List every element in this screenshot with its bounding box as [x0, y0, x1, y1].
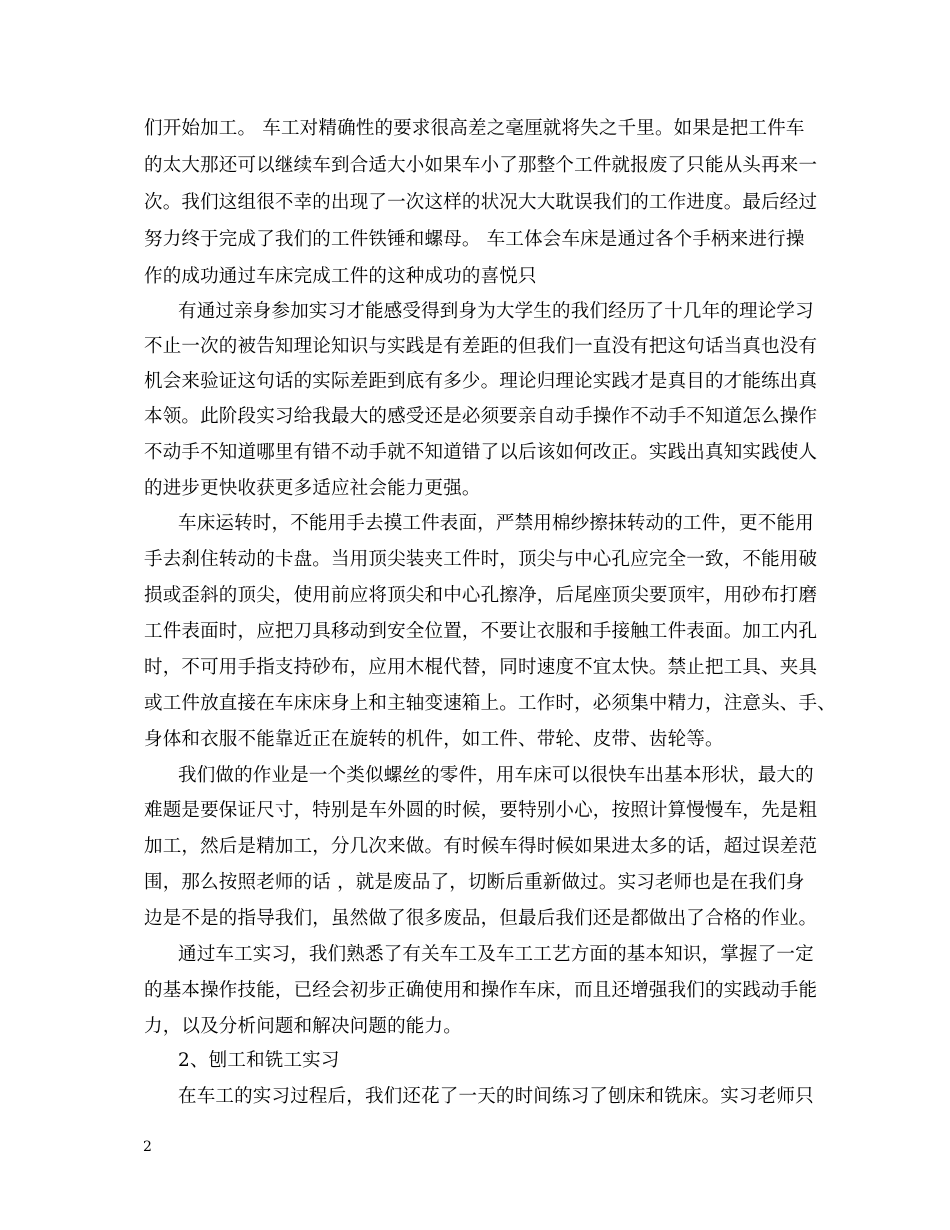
- text-line: 通过车工实习，我们熟悉了有关车工及车工工艺方面的基本知识，掌握了一定: [178, 944, 814, 965]
- text-line: 机会来验证这句话的实际差距到底有多少。理论归理论实践才是真目的才能练出真: [144, 371, 818, 392]
- text-line: 工件表面时，应把刀具移动到安全位置，不要让衣服和手接触工件表面。加工内孔: [144, 621, 818, 642]
- text-line: 的基本操作技能，已经会初步正确使用和操作车床，而且还增强我们的实践动手能: [144, 980, 818, 1001]
- text-line: 力，以及分析问题和解决问题的能力。: [144, 1016, 462, 1037]
- text-line: 的太大那还可以继续车到合适大小如果车小了那整个工件就报废了只能从头再来一: [144, 155, 818, 176]
- text-line: 作的成功通过车床完成工件的这种成功的喜悦只: [144, 266, 537, 287]
- text-line: 的进步更快收获更多适应社会能力更强。: [144, 478, 481, 499]
- text-line: 有通过亲身参加实习才能感受得到身为大学生的我们经历了十几年的理论学习: [178, 301, 814, 322]
- section-heading: 2、刨工和铣工实习: [178, 1050, 340, 1071]
- text-line: 时，不可用手指支持砂布，应用木棍代替，同时速度不宜太快。禁止把工具、夹具: [144, 657, 818, 678]
- text-line: 或工件放直接在车床床身上和主轴变速箱上。工作时，必须集中精力，注意头、手、: [144, 693, 836, 714]
- text-line: 损或歪斜的顶尖，使用前应将顶尖和中心孔擦净，后尾座顶尖要顶牢，用砂布打磨: [144, 585, 818, 606]
- text-line: 身体和衣服不能靠近正在旋转的机件，如工件、带轮、皮带、齿轮等。: [144, 729, 724, 750]
- text-line: 难题是要保证尺寸，特别是车外圆的时候，要特别小心，按照计算慢慢车，先是粗: [144, 800, 818, 821]
- text-line: 边是不是的指导我们，虽然做了很多废品，但最后我们还是都做出了合格的作业。: [144, 908, 818, 929]
- text-line: 手去刹住转动的卡盘。当用顶尖装夹工件时，顶尖与中心孔应完全一致，不能用破: [144, 549, 818, 570]
- text-line: 车床运转时，不能用手去摸工件表面，严禁用棉纱擦抹转动的工件，更不能用: [178, 513, 814, 534]
- page-number: 2: [143, 1139, 152, 1155]
- text-line: 努力终于完成了我们的工件铁锤和螺母。 车工体会车床是通过各个手柄来进行操: [144, 229, 805, 250]
- text-line: 我们做的作业是一个类似螺丝的零件，用车床可以很快车出基本形状，最大的: [178, 765, 814, 786]
- text-line: 加工，然后是精加工，分几次来做。有时候车得时候如果进太多的话，超过误差范: [144, 836, 818, 857]
- text-line: 不动手不知道哪里有错不动手就不知道错了以后该如何改正。实践出真知实践使人: [144, 442, 818, 463]
- text-line: 们开始加工。 车工对精确性的要求很高差之毫厘就将失之千里。如果是把工件车: [144, 118, 805, 139]
- text-line: 不止一次的被告知理论知识与实践是有差距的但我们一直没有把这句话当真也没有: [144, 336, 818, 357]
- text-line: 在车工的实习过程后，我们还花了一天的时间练习了刨床和铣床。实习老师只: [178, 1086, 814, 1107]
- text-line: 次。我们这组很不幸的出现了一次这样的状况大大耽误我们的工作进度。最后经过: [144, 192, 818, 213]
- text-line: 本领。此阶段实习给我最大的感受还是必须要亲自动手操作不动手不知道怎么操作: [144, 406, 818, 427]
- text-line: 围，那么按照老师的话 ，就是废品了，切断后重新做过。实习老师也是在我们身: [144, 872, 805, 893]
